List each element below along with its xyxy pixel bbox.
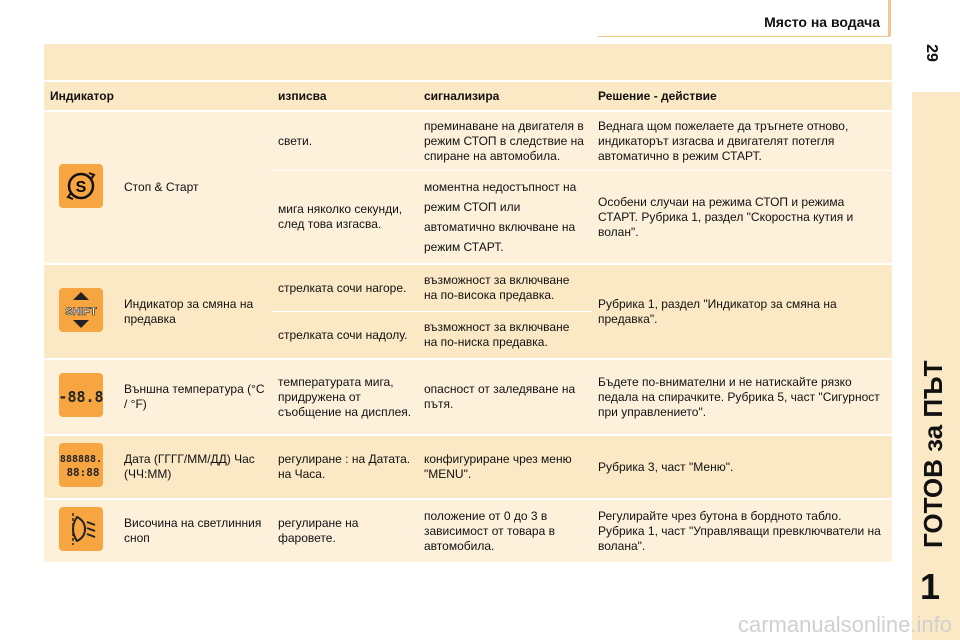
icon-cell [44,111,118,264]
displays-cell: стрелката сочи надолу. [272,312,418,360]
header-signals: сигнализира [418,81,592,111]
headlamp-height-icon [59,507,103,551]
displays-cell: мига няколко секунди, след това изгасва. [272,171,418,265]
displays-cell: регулиране на фаровете. [272,499,418,563]
indicator-table [44,44,892,564]
action-cell: Веднага щом пожелаете да тръгнете отново, индикаторът изгасва и двигателят потегля автоматично в режим СТАРТ. [592,111,892,171]
table-row [44,111,892,171]
indicator-name: Индикатор за смяна на предавка [118,264,272,359]
displays-cell: стрелката сочи нагоре. [272,264,418,312]
date-time-icon [59,443,103,487]
table-banner [44,44,892,81]
action-cell: Особени случаи на режима СТОП и режима СТАРТ. Рубрика 1, раздел "Скоростна кутия и волан". [592,171,892,265]
table-row [44,499,892,563]
chapter-tab-text: ГОТОВ за ПЪТ [918,360,948,548]
icon-cell [44,499,118,563]
action-cell: Рубрика 3, част "Меню". [592,435,892,499]
signals-cell: възможност за включване на по-ниска предавка. [418,312,592,360]
temperature-display-icon [59,373,103,417]
page-section-title: Място на водача [764,14,880,30]
table-row [44,359,892,435]
header-indicator: Индикатор [44,81,118,111]
indicator-name: Стоп & Старт [118,111,272,264]
shift-indicator-icon [59,288,103,332]
header-blank [118,81,272,111]
table-header-row [44,81,892,111]
svg-text:S: S [75,178,87,196]
table-row [44,435,892,499]
stop-start-icon [59,164,103,208]
svg-text:888888.: 888888. [59,454,103,465]
watermark: carmanualsonline.info [737,612,952,637]
icon-cell [44,435,118,499]
icon-cell [44,359,118,435]
indicator-name: Височина на светлинния сноп [118,499,272,563]
action-cell: Рубрика 1, раздел "Индикатор за смяна на предавка". [592,264,892,359]
page-number: 29 [923,44,941,62]
indicator-name: Дата (ГГГГ/ММ/ДД) Час (ЧЧ:ММ) [118,435,272,499]
svg-text:88:88: 88:88 [66,466,100,479]
svg-text:-88.8: -88.8 [59,388,103,406]
table-row [44,264,892,312]
displays-cell: регулиране : на Датата. на Часа. [272,435,418,499]
header-action: Решение - действие [592,81,892,111]
signals-cell: възможност за включване на по-висока предавка. [418,264,592,312]
action-cell: Регулирайте чрез бутона в бордното табло. Рубрика 1, част "Управляващи превключватели на волана". [592,499,892,563]
displays-cell: температурата мига, придружена от съобщение на дисплея. [272,359,418,435]
header-divider [598,36,890,37]
indicator-name: Външна температура (°C / °F) [118,359,272,435]
signals-cell: положение от 0 до 3 в зависимост от товара в автомобила. [418,499,592,563]
header-displays: изписва [272,81,418,111]
icon-cell [44,264,118,359]
svg-text:SHIFT: SHIFT [65,305,97,318]
signals-cell: преминаване на двигателя в режим СТОП в следствие на спиране на автомобила. [418,111,592,171]
action-cell: Бъдете по-внимателни и не натискайте рязко педала на спирачките. Рубрика 5, част "Сигурност при управлението". [592,359,892,435]
signals-cell: моментна недостъпност на режим СТОП или автоматично включване на режим СТАРТ. [418,171,592,265]
header-vertical-divider [888,0,891,36]
signals-cell: конфигуриране чрез меню "MENU". [418,435,592,499]
chapter-number: 1 [920,566,941,607]
signals-cell: опасност от заледяване на пътя. [418,359,592,435]
displays-cell: свети. [272,111,418,171]
